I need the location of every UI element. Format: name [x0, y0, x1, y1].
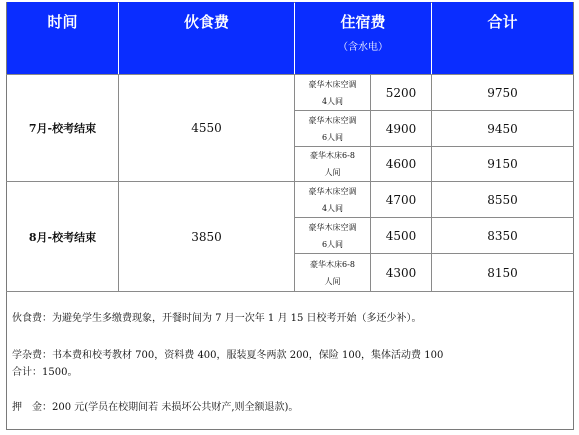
total-cell: 9150	[487, 157, 518, 171]
period-cell: 7月-校考结束	[28, 122, 97, 135]
header-lodging: 住宿费	[340, 13, 386, 31]
grid-line	[6, 291, 574, 292]
room-type-cell	[295, 75, 370, 110]
room-type-cell	[295, 111, 370, 146]
lodging-fee-cell: 4500	[385, 228, 417, 243]
meal-fee-cell: 3850	[191, 229, 222, 244]
total-cell: 8350	[487, 228, 518, 243]
room-type-line: 6人间	[321, 239, 344, 249]
lodging-fee-cell: 5200	[385, 85, 417, 100]
room-type-cell	[295, 218, 370, 253]
note-deposit: 押 金：200 元(学员在校期间若 未损坏公共财产,则全额退款)。	[12, 402, 299, 413]
room-type-line: 豪华木床空调	[308, 115, 357, 125]
room-type-line: 6人间	[321, 132, 344, 142]
lodging-fee-cell: 4600	[385, 157, 417, 171]
total-cell: 9750	[487, 85, 518, 100]
meal-fee-cell: 4550	[191, 121, 222, 135]
header-meal: 伙食费	[183, 13, 229, 31]
lodging-fee-cell: 4300	[385, 265, 417, 280]
room-type-line: 豪华木床空调	[308, 79, 357, 89]
room-type-line: 4人间	[321, 203, 344, 213]
room-type-line: 人间	[324, 168, 341, 177]
total-cell: 8150	[487, 265, 518, 280]
note-meal-policy: 伙食费：为避免学生多缴费现象，开餐时间为 7 月一次年 1 月 15 日校考开始（多还少补）。	[12, 313, 422, 324]
lodging-fee-cell: 4900	[385, 121, 417, 136]
room-type-cell	[295, 182, 370, 217]
room-type-line: 豪华木床6-8	[310, 259, 355, 269]
total-cell: 8550	[487, 192, 518, 207]
room-type-line: 4人间	[321, 96, 344, 106]
note-misc-total: 合计：1500。	[12, 367, 78, 378]
room-type-line: 豪华木床空调	[308, 186, 357, 196]
period-cell: 8月-校考结束	[28, 230, 97, 244]
room-type-cell	[295, 147, 370, 181]
note-misc-fees: 学杂费：书本费和校考教材 700，资料费 400，服装夏冬两款 200，保险 100，集体活动费 100	[12, 350, 444, 361]
lodging-fee-cell: 4700	[385, 192, 417, 207]
room-type-line: 豪华木床6-8	[310, 151, 355, 160]
room-type-line: 豪华木床空调	[308, 222, 357, 232]
header-time: 时间	[47, 13, 78, 31]
header-total: 合计	[487, 13, 518, 31]
room-type-cell	[295, 254, 370, 291]
header-lodging-sub: （含水电）	[338, 42, 388, 53]
total-cell: 9450	[487, 121, 518, 136]
room-type-line: 人间	[324, 276, 341, 286]
